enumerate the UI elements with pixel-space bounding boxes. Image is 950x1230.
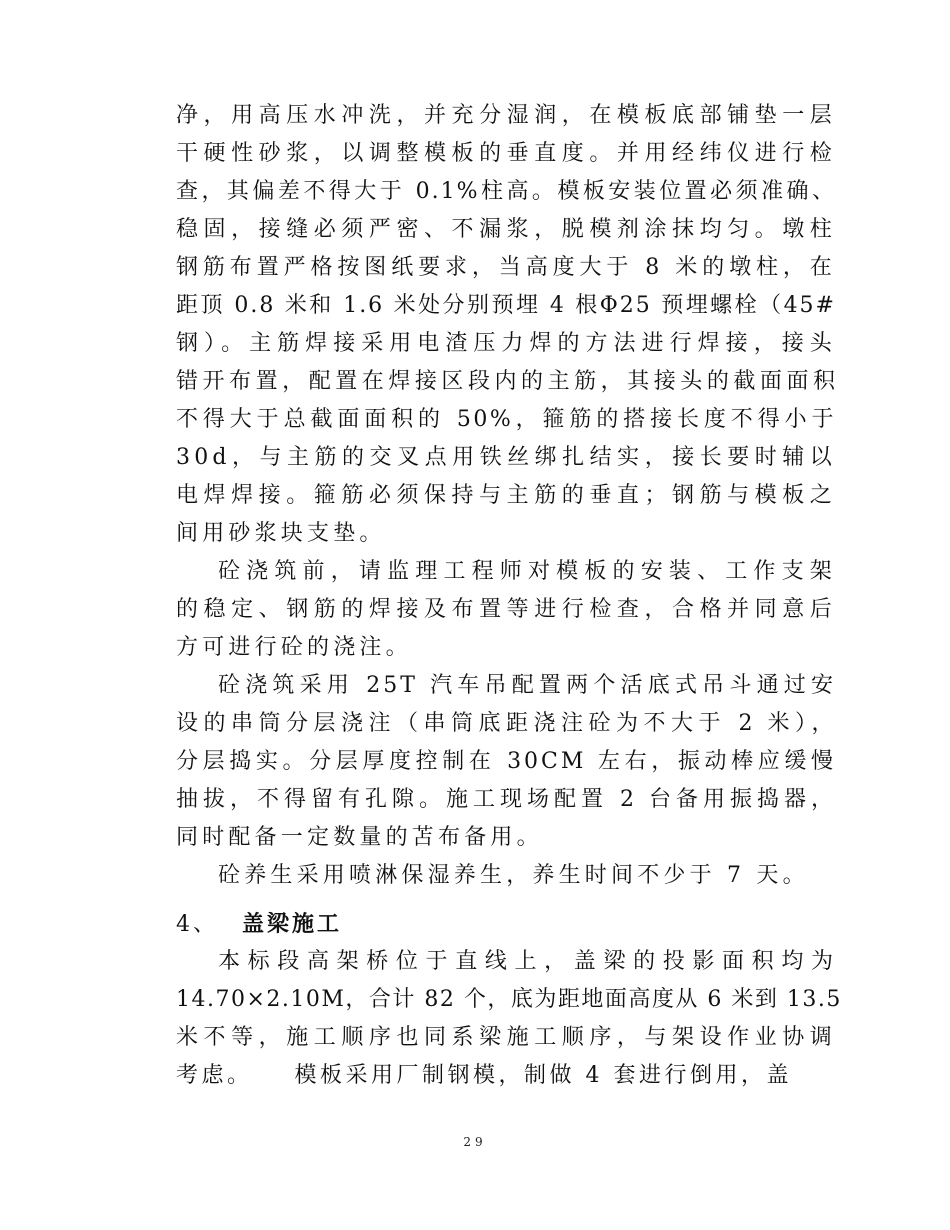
section-title: 盖梁施工 <box>242 911 343 937</box>
section-heading <box>176 909 342 940</box>
body-line: 距顶 0.8 米和 1.6 米处分别预埋 4 根Φ25 预埋螺栓（45# <box>176 293 836 318</box>
body-line: 查，其偏差不得大于 0.1%柱高。模板安装位置必须准确、 <box>176 179 836 204</box>
body-line: 抽拔，不得留有孔隙。施工现场配置 2 台备用振捣器， <box>176 787 836 812</box>
body-line: 砼养生采用喷淋保湿养生，养生时间不少于 7 天。 <box>218 863 809 888</box>
body-line: 电焊焊接。箍筋必须保持与主筋的垂直；钢筋与模板之 <box>176 483 836 508</box>
section-body-line: 米不等，施工顺序也同系梁施工顺序，与架设作业协调 <box>176 1025 836 1050</box>
section-body-line: 14.70×2.10M，合计 82 个，底为距地面高度从 6 米到 13.5 <box>176 987 842 1012</box>
body-line: 干硬性砂浆，以调整模板的垂直度。并用经纬仪进行检 <box>176 141 836 166</box>
section-body-line: 考虑。 模板采用厂制钢模，制做 4 套进行倒用，盖 <box>176 1063 792 1088</box>
body-line: 砼浇筑采用 25T 汽车吊配置两个活底式吊斗通过安 <box>218 673 836 698</box>
body-line: 30d，与主筋的交叉点用铁丝绑扎结实，接长要时辅以 <box>176 445 836 470</box>
page-number: 29 <box>463 1135 487 1149</box>
section-number: 4、 <box>176 912 218 937</box>
body-line: 的稳定、钢筋的焊接及布置等进行检查，合格并同意后 <box>176 597 836 622</box>
body-line: 同时配备一定数量的苫布备用。 <box>176 825 543 850</box>
body-line: 稳固，接缝必须严密、不漏浆，脱模剂涂抹均匀。墩柱 <box>176 217 836 242</box>
body-line: 钢筋布置严格按图纸要求，当高度大于 8 米的墩柱，在 <box>176 255 836 280</box>
body-line: 错开布置，配置在焊接区段内的主筋，其接头的截面面积 <box>176 369 836 394</box>
body-line: 设的串筒分层浇注（串筒底距浇注砼为不大于 2 米）， <box>176 711 836 736</box>
body-line: 净，用高压水冲洗，并充分湿润，在模板底部铺垫一层 <box>176 103 836 128</box>
body-line: 分层捣实。分层厚度控制在 30CM 左右，振动棒应缓慢 <box>176 749 836 774</box>
body-line: 间用砂浆块支垫。 <box>176 521 386 546</box>
body-line: 方可进行砼的浇注。 <box>176 635 412 660</box>
body-line: 砼浇筑前，请监理工程师对模板的安装、工作支架 <box>218 559 836 584</box>
section-body-line: 本标段高架桥位于直线上，盖梁的投影面积均为 <box>218 949 836 974</box>
body-line: 不得大于总截面面积的 50%，箍筋的搭接长度不得小于 <box>176 407 836 432</box>
body-line: 钢）。主筋焊接采用电渣压力焊的方法进行焊接，接头 <box>176 331 836 356</box>
